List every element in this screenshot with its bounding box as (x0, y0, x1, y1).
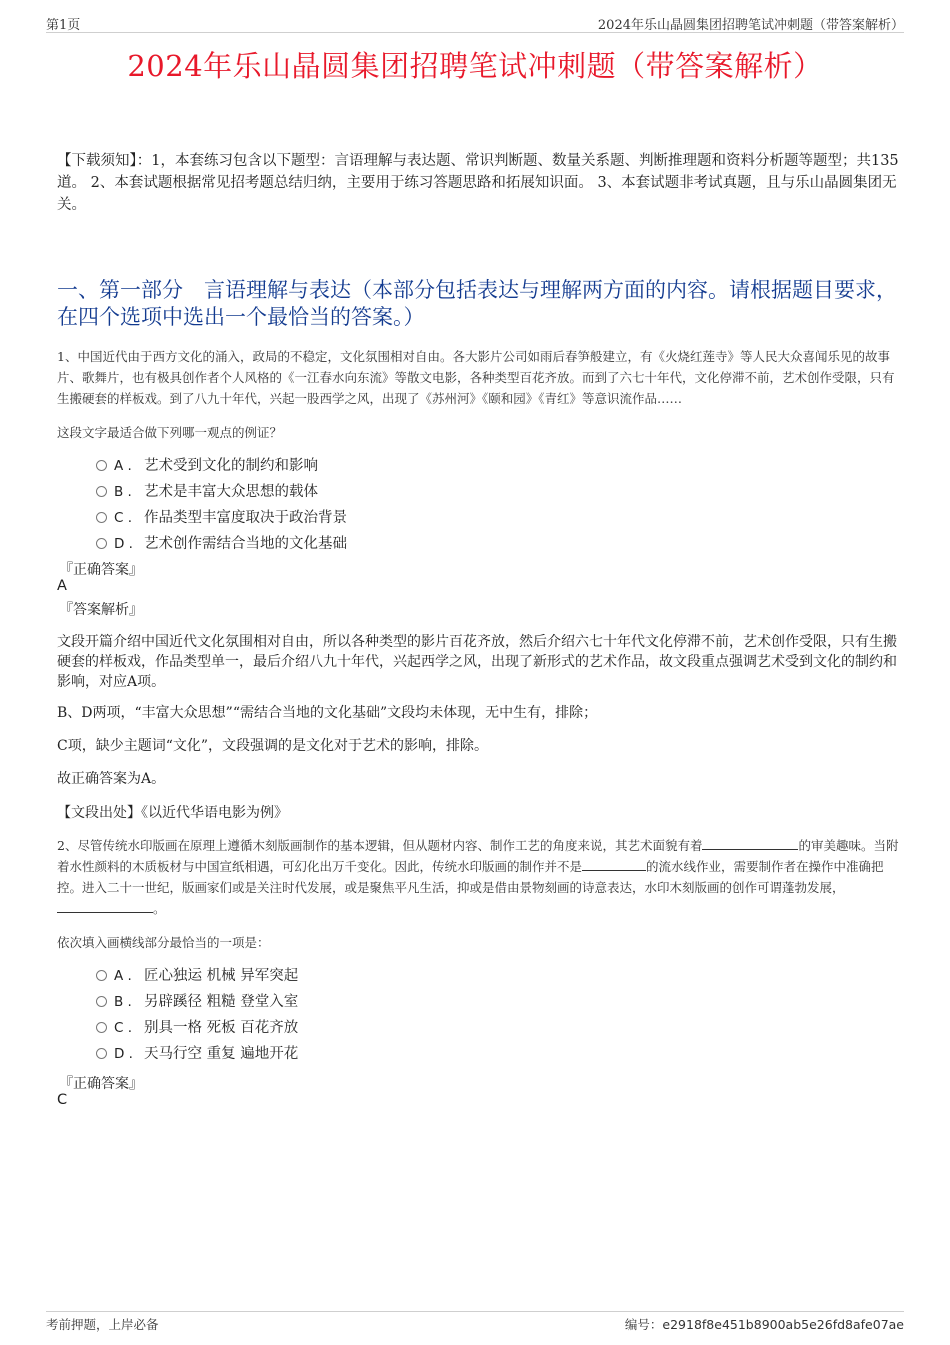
radio-icon[interactable] (96, 996, 107, 1007)
question-2-prompt: 依次填入画横线部分最恰当的一项是： (57, 935, 270, 950)
question-1-correct-label: 『正确答案』 (59, 562, 143, 578)
question-2-text: 2、尽管传统水印版画在原理上遵循木刻版画制作的基本逻辑，但从题材内容、制作工艺的角度来说，其艺术面貌有着 的审美趣味。当附着水性颜料的木质板材与中国宣纸相遇，可幻化出万千变化。因此，传统水印版画的制作并不是 的流水线作业，需要制作者在操作中准确把控。进入二十一世纪，版画家们或是关注时代发展，或是聚焦平凡生活，抑或是借由景物刻画的诗意表达，水印木刻版画的创作可谓蓬勃发展，。 (57, 838, 899, 916)
question-2-option-c[interactable]: C . 别具一格 死板 百花齐放 (96, 1015, 696, 1041)
page-header (46, 14, 904, 33)
radio-icon[interactable] (96, 460, 107, 471)
question-1-text: 1、中国近代由于西方文化的涌入，政局的不稳定，文化氛围相对自由。各大影片公司如雨后春笋般建立，有《火烧红莲寺》等人民大众喜闻乐见的故事片、歌舞片，也有极具创作者个人风格的《一江春水向东流》等散文电影，各种类型百花齐放。而到了六七十年代，文化停滞不前，艺术创作受限，只有生搬硬套的样板戏。到了八九十年代，兴起一股西学之风，出现了《苏州河》《颐和园》《青红》等意识流作品…… (57, 349, 895, 406)
footer-slogan: 考前押题，上岸必备 (46, 1317, 159, 1332)
question-2-option-d[interactable]: D . 天马行空 重复 遍地开花 (96, 1041, 696, 1067)
blank-1 (702, 836, 798, 850)
question-1-conclusion: 故正确答案为A。 (57, 771, 166, 787)
question-2-options (96, 963, 696, 1067)
radio-icon[interactable] (96, 512, 107, 523)
question-1-analysis-bd: B、D两项，“丰富大众思想”“需结合当地的文化基础”文段均未体现，无中生有，排除； (57, 705, 598, 721)
question-1-analysis-label: 『答案解析』 (59, 602, 143, 618)
question-1-options (96, 453, 696, 557)
radio-icon[interactable] (96, 1022, 107, 1033)
page-footer (46, 1311, 904, 1335)
page-number: 第1页 (46, 18, 81, 33)
question-2-option-a[interactable]: A . 匠心独运 机械 异军突起 (96, 963, 696, 989)
question-1-prompt: 这段文字最适合做下列哪一观点的例证？ (57, 425, 283, 440)
question-2-correct-label: 『正确答案』 (59, 1076, 143, 1092)
question-1-option-b[interactable]: B . 艺术是丰富大众思想的载体 (96, 479, 696, 505)
question-1-option-d[interactable]: D . 艺术创作需结合当地的文化基础 (96, 531, 696, 557)
download-notice: 【下载须知】：1，本套练习包含以下题型：言语理解与表达题、常识判断题、数量关系题、判断推理题和资料分析题等题型；共135道。 2、本套试题根据常见招考题总结归纳，主要用于练习答题思路和拓展知识面。 3、本套试题非考试真题，且与乐山晶圆集团无关。 (57, 153, 899, 213)
question-1-analysis: 文段开篇介绍中国近代文化氛围相对自由，所以各种类型的影片百花齐放，然后介绍六七十年代文化停滞不前，艺术创作受限，只有生搬硬套的样板戏，作品类型单一，最后介绍八九十年代，兴起西学之风，出现了新形式的艺术作品，故文段重点强调艺术受到文化的制约和影响，对应A项。 (57, 634, 897, 690)
question-2-answer: C (57, 1092, 68, 1108)
question-1-option-a[interactable]: A . 艺术受到文化的制约和影响 (96, 453, 696, 479)
radio-icon[interactable] (96, 970, 107, 981)
radio-icon[interactable] (96, 538, 107, 549)
footer-code: 编号：e2918f8e451b8900ab5e26fd8afe07ae (624, 1317, 904, 1332)
radio-icon[interactable] (96, 486, 107, 497)
blank-2 (582, 857, 646, 871)
question-1-source: 【文段出处】《以近代华语电影为例》 (57, 805, 288, 821)
blank-3 (57, 899, 153, 913)
header-doc-title: 2024年乐山晶圆集团招聘笔试冲刺题（带答案解析） (597, 18, 904, 33)
section-title: 一、第一部分 言语理解与表达（本部分包括表达与理解两方面的内容。请根据题目要求，在四个选项中选出一个最恰当的答案。） (57, 278, 897, 329)
question-1-answer: A (57, 578, 67, 594)
question-2-option-b[interactable]: B . 另辟蹊径 粗糙 登堂入室 (96, 989, 696, 1015)
question-1-analysis-c: C项，缺少主题词“文化”，文段强调的是文化对于艺术的影响，排除。 (57, 738, 489, 754)
radio-icon[interactable] (96, 1048, 107, 1059)
question-1-option-c[interactable]: C . 作品类型丰富度取决于政治背景 (96, 505, 696, 531)
document-title: 2024年乐山晶圆集团招聘笔试冲刺题（带答案解析） (127, 49, 823, 83)
